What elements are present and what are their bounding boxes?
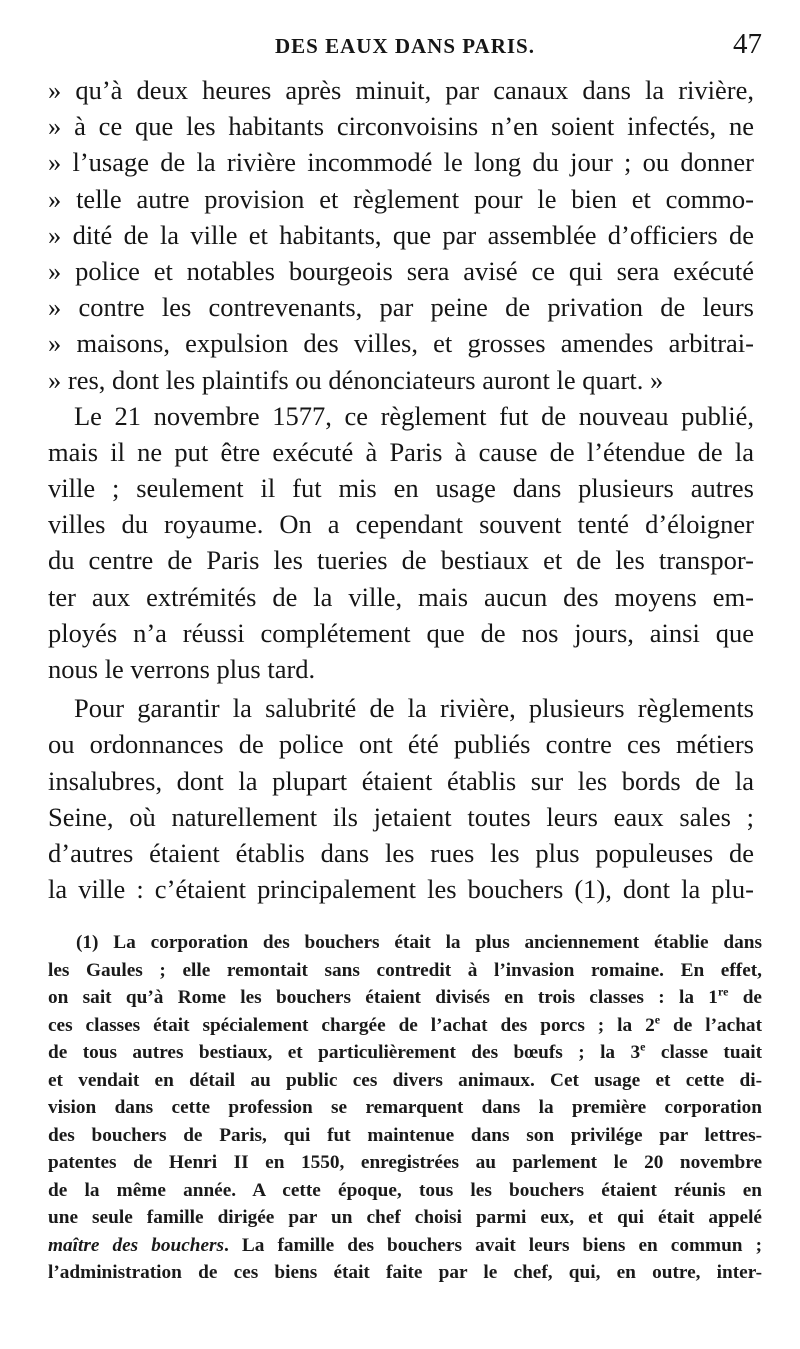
footnote-line: de la même année. A cette époque, tous les bouchers étaient réunis en	[48, 1179, 762, 1201]
footnote-line: les Gaules ; elle remontait sans contredit à l’invasion romaine. En effet,	[48, 959, 762, 981]
text-line: insalubres, dont la plupart étaient établis sur les bords de la	[48, 765, 754, 796]
footnote-line: et vendait en détail au public ces divers animaux. Cet usage et cette di-	[48, 1069, 762, 1091]
footnote	[48, 929, 762, 1287]
text-line: » à ce que les habitants circonvoisins n’en soient infectés, ne	[48, 111, 754, 142]
running-title: DES EAUX DANS PARIS.	[275, 34, 535, 58]
text-line: villes du royaume. On a cependant souvent tenté d’éloigner	[48, 509, 754, 540]
footnote-line	[48, 984, 762, 1012]
footnote-text: . La famille des bouchers avait leurs biens en commun ;	[224, 1234, 762, 1256]
footnote-text: de	[728, 987, 762, 1008]
footnote-text: classe tuait	[645, 1042, 762, 1063]
footnote-line: vision dans cette profession se remarquent dans la première corporation	[48, 1097, 762, 1118]
footnote-line: une seule famille dirigée par un chef choisi parmi eux, et qui était appelé	[48, 1207, 762, 1228]
text-line: » telle autre provision et règlement pour le bien et commo-	[48, 183, 754, 214]
text-line: ployés n’a réussi complétement que de nos jours, ainsi que	[48, 617, 754, 648]
footnote-line: l’administration de ces biens était faite par le chef, qui, en outre, inter-	[48, 1262, 762, 1283]
text-line: mais il ne put être exécuté à Paris à cause de l’étendue de la	[48, 436, 754, 467]
footnote-line: (1) La corporation des bouchers était la plus anciennement établie dans	[76, 932, 762, 953]
text-line: la ville : c’étaient principalement les bouchers (1), dont la plu-	[48, 874, 754, 905]
paragraph-start-line: Le 21 novembre 1577, ce règlement fut de nouveau publié,	[74, 400, 754, 431]
footnote-line: patentes de Henri II en 1550, enregistrées au parlement le 20 novembre	[48, 1152, 762, 1173]
text-line: » police et notables bourgeois sera avisé ce qui sera exécuté	[48, 255, 754, 286]
italic-term: maître des bouchers	[48, 1234, 225, 1256]
text-line: ville ; seulement il fut mis en usage dans plusieurs autres	[48, 473, 754, 504]
ordinal-superscript: re	[717, 984, 729, 999]
main-text	[48, 72, 754, 907]
page-number: 47	[733, 28, 762, 60]
footnote-line: des bouchers de Paris, qui fut maintenue dans son privilége par lettres-	[48, 1124, 762, 1146]
footnote-line	[48, 1232, 762, 1260]
text-line: Seine, où naturellement ils jetaient toutes leurs eaux sales ;	[48, 801, 754, 832]
text-line: » contre les contrevenants, par peine de privation de leurs	[48, 292, 754, 323]
text-line: » l’usage de la rivière incommodé le long du jour ; ou donner	[48, 147, 754, 178]
text-line: ter aux extrémités de la ville, mais aucun des moyens em-	[48, 581, 754, 612]
text-line: » qu’à deux heures après minuit, par canaux dans la rivière,	[48, 75, 754, 105]
text-line: nous le verrons plus tard.	[48, 654, 316, 684]
running-head	[48, 28, 762, 64]
footnote-line	[48, 1039, 762, 1067]
footnote-text: on sait qu’à Rome les bouchers étaient divisés en trois classes : la 1	[48, 987, 718, 1008]
paragraph-start-line: Pour garantir la salubrité de la rivière, plusieurs règlements	[74, 693, 754, 724]
text-line: du centre de Paris les tueries de bestiaux et de les transpor-	[48, 545, 754, 576]
text-line: » dité de la ville et habitants, que par assemblée d’officiers de	[48, 219, 754, 250]
text-line: ou ordonnances de police ont été publiés contre ces métiers	[48, 729, 754, 760]
footnote-line	[48, 1012, 762, 1040]
text-line: » res, dont les plaintifs ou dénonciateurs auront le quart. »	[48, 364, 664, 395]
footnote-text: de l’achat	[660, 1014, 762, 1036]
ordinal-superscript: e	[654, 1012, 661, 1027]
text-line: d’autres étaient établis dans les rues les plus populeuses de	[48, 837, 754, 868]
footnote-text: de tous autres bestiaux, et particulièrement des bœufs ; la 3	[48, 1042, 641, 1063]
text-line: » maisons, expulsion des villes, et grosses amendes arbitrai-	[48, 328, 754, 359]
ordinal-superscript: e	[640, 1039, 646, 1054]
footnote-text: ces classes était spécialement chargée de l’achat des porcs ; la 2	[48, 1014, 655, 1036]
